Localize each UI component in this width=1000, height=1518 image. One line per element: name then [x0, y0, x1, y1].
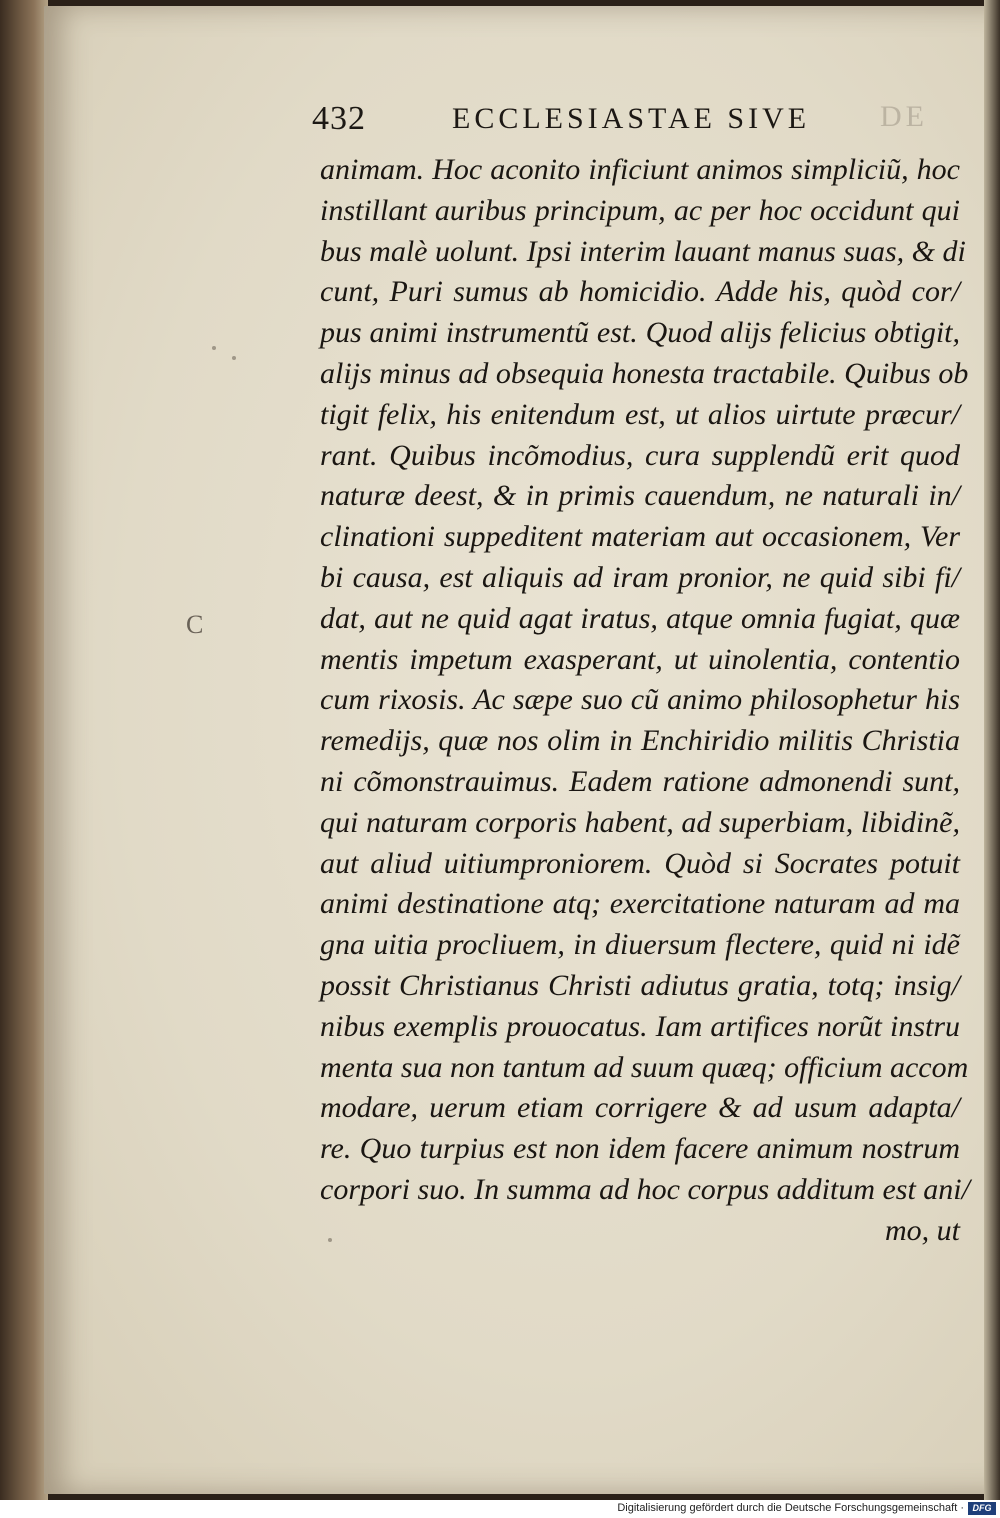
- text-line: clinationi suppeditent materiam aut occasionem, Ver: [320, 520, 960, 554]
- text-line: cunt, Puri sumus ab homicidio. Adde his, quòd cor/: [320, 275, 960, 309]
- text-line: nibus exemplis prouocatus. Iam artifices norũt instru: [320, 1009, 960, 1043]
- text-line: ni cõmonstrauimus. Eadem ratione admonendi sunt,: [320, 764, 960, 798]
- text-line: mo, ut: [885, 1213, 960, 1247]
- text-line: bi causa, est aliquis ad iram pronior, ne quid sibi fi/: [320, 560, 960, 594]
- digitization-footer: [0, 1500, 1000, 1518]
- running-title: ECCLESIASTAE SIVE: [452, 102, 811, 135]
- text-line: naturæ deest, & in primis cauendum, ne naturali in/: [320, 479, 960, 513]
- funding-credit: Digitalisierung gefördert durch die Deutsche Forschungsgemeinschaft ·: [617, 1502, 964, 1514]
- text-line: possit Christianus Christi adiutus gratia, totq; insig/: [320, 968, 960, 1002]
- text-line: gna uitia procliuem, in diuersum flectere, quid ni idẽ: [320, 928, 960, 962]
- page-header: [312, 100, 912, 138]
- text-line: bus malè uolunt. Ipsi interim lauant manus suas, & di: [320, 234, 966, 268]
- text-line: dat, aut ne quid agat iratus, atque omnia fugiat, quæ: [320, 601, 960, 635]
- bleed-through-text: DE: [880, 100, 928, 133]
- text-line: menta sua non tantum ad suum quæq; officium accom: [320, 1050, 969, 1084]
- text-line: re. Quo turpius est non idem facere animum nostrum: [320, 1132, 960, 1166]
- text-line: qui naturam corporis habent, ad superbiam, libidinẽ,: [320, 805, 960, 839]
- marginal-mark: C: [186, 610, 204, 639]
- text-line: alijs minus ad obsequia honesta tractabile. Quibus ob: [320, 356, 969, 390]
- text-line: modare, uerum etiam corrigere & ad usum adapta/: [320, 1091, 960, 1125]
- dfg-logo: DFG: [968, 1502, 996, 1515]
- text-line: animi destinatione atq; exercitatione naturam ad ma: [320, 887, 960, 921]
- text-line: remedijs, quæ nos olim in Enchiridio militis Christia: [320, 724, 960, 758]
- text-line: animam. Hoc aconito inficiunt animos simpliciũ, hoc: [320, 153, 960, 186]
- text-line: cum rixosis. Ac sæpe suo cũ animo philosophetur his: [320, 683, 960, 717]
- text-line: aut aliud uitiumproniorem. Quòd si Socrates potuit: [320, 846, 960, 880]
- text-line: tigit felix, his enitendum est, ut alios uirtute præcur/: [320, 397, 960, 431]
- book-spine: [0, 0, 48, 1500]
- page-edge-shadow: [984, 0, 1000, 1500]
- paper-speck: [212, 346, 216, 350]
- page-number: 432: [312, 100, 366, 137]
- text-line: pus animi instrumentũ est. Quod alijs felicius obtigit,: [320, 316, 960, 350]
- text-line: corpori suo. In summa ad hoc corpus additum est ani/: [320, 1172, 970, 1206]
- text-line: instillant auribus principum, ac per hoc occidunt qui: [320, 193, 960, 227]
- paper-speck: [232, 356, 236, 360]
- text-line: mentis impetum exasperant, ut uinolentia, contentio: [320, 642, 960, 676]
- body-text: [320, 150, 970, 1252]
- text-line: rant. Quibus incõmodius, cura supplendũ erit quod: [320, 438, 960, 472]
